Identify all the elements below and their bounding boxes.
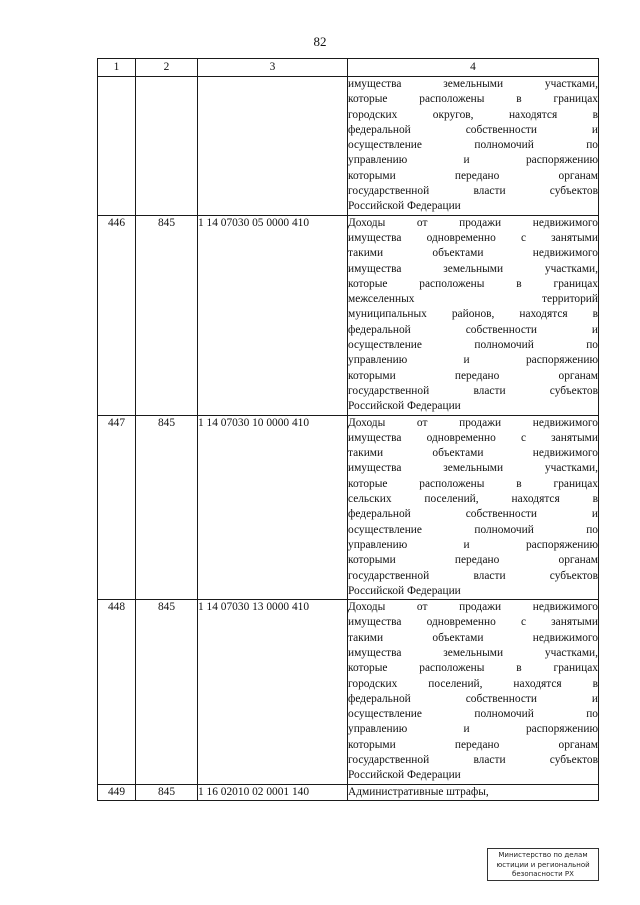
admin-code-cell: 845 — [136, 784, 198, 800]
description-line: имущества одновременно с занятыми — [348, 431, 598, 444]
description-line: которыми передано органам — [348, 554, 598, 567]
header-cell: 4 — [348, 59, 599, 77]
description-line: которые расположены в границах — [348, 277, 598, 290]
table-row — [98, 77, 599, 216]
admin-code-cell — [136, 77, 198, 216]
row-number-cell — [98, 77, 136, 216]
admin-code-cell: 845 — [136, 415, 198, 600]
table-row — [98, 215, 599, 415]
description-line: Административные штрафы, — [348, 785, 489, 798]
description-line: которые расположены в границах — [348, 93, 598, 106]
budget-code-cell: 1 16 02010 02 0001 140 — [198, 784, 348, 800]
description-line: государственной власти субъектов — [348, 754, 598, 767]
description-line: которыми передано органам — [348, 369, 598, 382]
description-line: федеральной собственности и — [348, 123, 598, 136]
description-cell — [348, 784, 599, 800]
description-cell — [348, 600, 599, 785]
description-line: городских поселений, находятся в — [348, 677, 598, 690]
description-cell — [348, 215, 599, 415]
description-line: управлению и распоряжению — [348, 154, 598, 167]
description-line: межселенных территорий — [348, 293, 598, 306]
description-line: имущества земельными участками, — [348, 462, 598, 475]
budget-code-cell — [198, 77, 348, 216]
description-line: муниципальных районов, находятся в — [348, 308, 598, 321]
description-line: управлению и распоряжению — [348, 723, 598, 736]
description-line: осуществление полномочий по — [348, 708, 598, 721]
budget-code-cell: 1 14 07030 05 0000 410 — [198, 215, 348, 415]
description-line: Российской Федерации — [348, 584, 461, 597]
admin-code-cell: 845 — [136, 600, 198, 785]
description-line: такими объектами недвижимого — [348, 631, 598, 644]
description-cell — [348, 415, 599, 600]
budget-codes-table — [97, 58, 599, 801]
description-line: федеральной собственности и — [348, 692, 598, 705]
stamp-line: юстиции и региональной — [496, 860, 590, 869]
description-line: федеральной собственности и — [348, 508, 598, 521]
description-line: государственной власти субъектов — [348, 384, 598, 397]
description-line: федеральной собственности и — [348, 323, 598, 336]
stamp-line: безопасности РХ — [512, 870, 574, 878]
description-line: Доходы от продажи недвижимого — [348, 216, 598, 229]
table-row — [98, 600, 599, 785]
header-cell: 2 — [136, 59, 198, 77]
description-line: государственной власти субъектов — [348, 569, 598, 582]
description-line: Доходы от продажи недвижимого — [348, 416, 598, 429]
description-line: которые расположены в границах — [348, 477, 598, 490]
description-line: Российской Федерации — [348, 769, 461, 782]
row-number-cell: 448 — [98, 600, 136, 785]
description-line: имущества земельными участками, — [348, 262, 598, 275]
table-row — [98, 415, 599, 600]
header-cell: 1 — [98, 59, 136, 77]
description-line: государственной власти субъектов — [348, 185, 598, 198]
stamp-line: Министерство по делам — [498, 851, 588, 859]
budget-code-cell: 1 14 07030 10 0000 410 — [198, 415, 348, 600]
row-number-cell: 449 — [98, 784, 136, 800]
description-cell — [348, 77, 599, 216]
description-line: осуществление полномочий по — [348, 139, 598, 152]
admin-code-cell: 845 — [136, 215, 198, 415]
description-line: имущества одновременно с занятыми — [348, 616, 598, 629]
description-line: сельских поселений, находятся в — [348, 493, 598, 506]
row-number-cell: 447 — [98, 415, 136, 600]
description-line: такими объектами недвижимого — [348, 447, 598, 460]
registration-stamp — [487, 848, 599, 881]
description-line: имущества земельными участками, — [348, 646, 598, 659]
description-line: управлению и распоряжению — [348, 354, 598, 367]
description-line: Российской Федерации — [348, 200, 461, 213]
description-line: такими объектами недвижимого — [348, 247, 598, 260]
budget-code-cell: 1 14 07030 13 0000 410 — [198, 600, 348, 785]
table-header-row — [98, 59, 599, 77]
description-line: осуществление полномочий по — [348, 523, 598, 536]
description-line: которые расположены в границах — [348, 662, 598, 675]
header-cell: 3 — [198, 59, 348, 77]
page-number: 82 — [313, 34, 327, 49]
description-line: управлению и распоряжению — [348, 538, 598, 551]
row-number-cell: 446 — [98, 215, 136, 415]
description-line: которыми передано органам — [348, 169, 598, 182]
description-line: имущества одновременно с занятыми — [348, 231, 598, 244]
description-line: осуществление полномочий по — [348, 339, 598, 352]
table-row — [98, 784, 599, 800]
description-line: Доходы от продажи недвижимого — [348, 601, 598, 614]
description-line: городских округов, находятся в — [348, 108, 598, 121]
description-line: имущества земельными участками, — [348, 78, 598, 90]
description-line: которыми передано органам — [348, 738, 598, 751]
description-line: Российской Федерации — [348, 400, 461, 413]
